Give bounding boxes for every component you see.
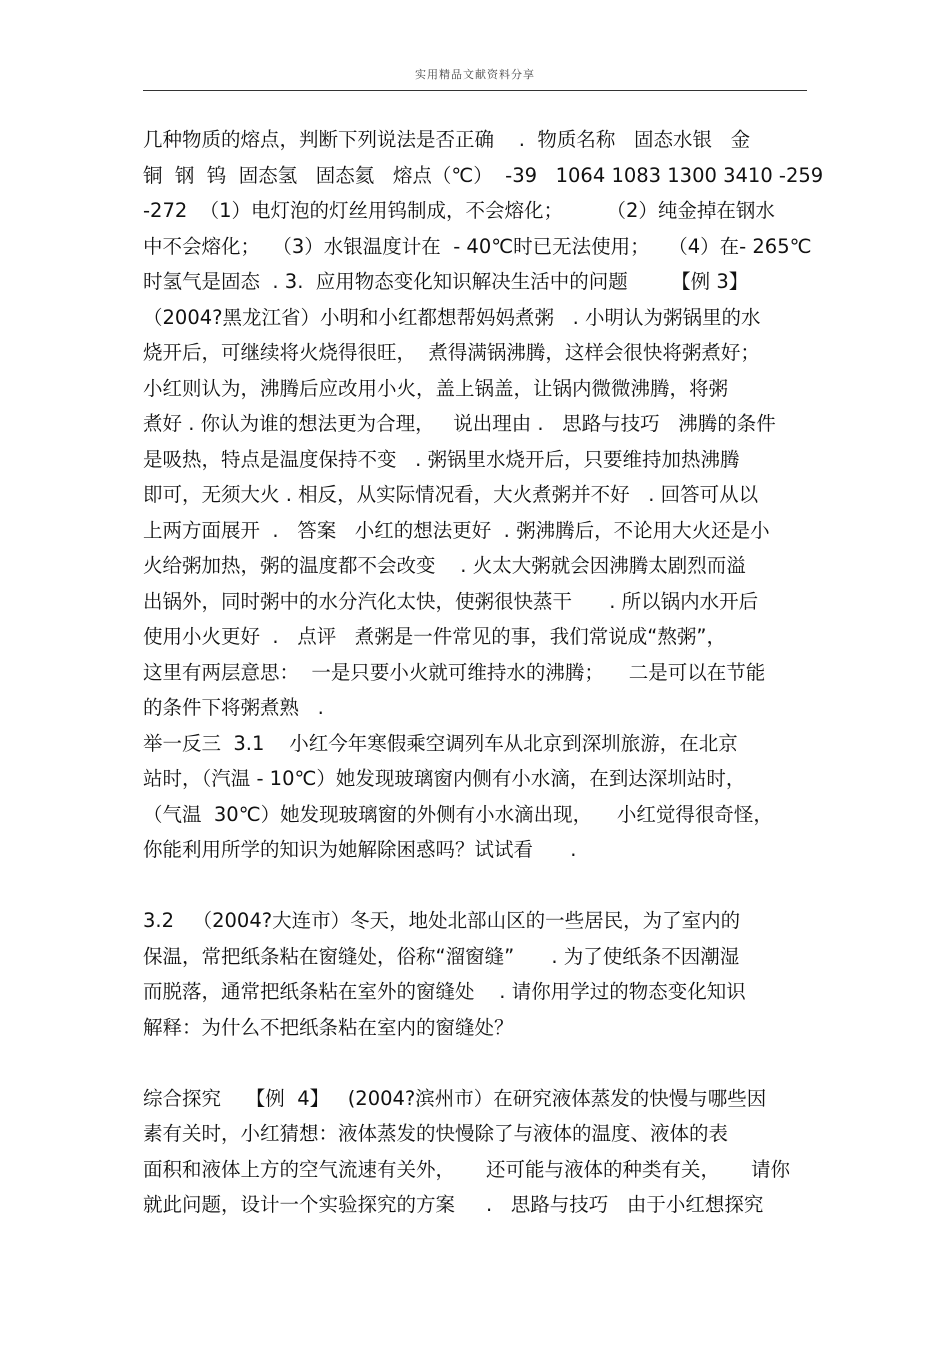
text-line: 使用小火更好 . 点评 煮粥是一件常见的事，我们常说成“熬粥”，: [143, 625, 726, 648]
text-line: （2004?黑龙江省）小明和小红都想帮妈妈煮粥 . 小明认为粥锅里的水: [143, 305, 761, 329]
text-line: 的条件下将粥煮熟 .: [143, 696, 324, 719]
text-line: （气温 30℃）她发现玻璃窗的外侧有小水滴出现， 小红觉得很奇怪，: [143, 802, 773, 826]
paragraph-gap: [143, 868, 813, 904]
text-line: 烧开后，可继续将火烧得很旺， 煮得满锅沸腾，这样会很快将粥煮好；: [143, 341, 760, 364]
text-line: 你能利用所学的知识为她解除困惑吗？试试看 .: [143, 838, 577, 861]
text-line: 时氢气是固态 . 3. 应用物态变化知识解决生活中的问题 【例 3】: [143, 270, 749, 293]
text-line: 保温，常把纸条粘在窗缝处，俗称“溜窗缝” . 为了使纸条不因潮湿: [143, 944, 740, 968]
text-line: 而脱落，通常把纸条粘在室外的窗缝处 . 请你用学过的物态变化知识: [143, 980, 746, 1003]
paragraph-gap: [143, 1045, 813, 1081]
text-line: 综合探究 【例 4】 (2004?滨州市）在研究液体蒸发的快慢与哪些因: [143, 1086, 767, 1110]
text-line: 上两方面展开 . 答案 小红的想法更好 . 粥沸腾后，不论用大火还是小: [143, 518, 770, 542]
text-line: 站时，（汽温 - 10℃）她发现玻璃窗内侧有小水滴，在到达深圳站时，: [143, 767, 746, 790]
paragraph: [143, 726, 813, 868]
header-divider: [143, 90, 807, 91]
text-line: 解释：为什么不把纸条粘在室内的窗缝处？: [143, 1015, 514, 1039]
paragraph: [143, 1081, 813, 1223]
text-line: 这里有两层意思： 一是只要小火就可维持水的沸腾； 二是可以在节能: [143, 660, 766, 684]
text-line: 几种物质的熔点，判断下列说法是否正确 . 物质名称 固态水银 金: [143, 128, 751, 151]
text-line: 中不会熔化； （3）水银温度计在 - 40℃时已无法使用； （4）在- 265℃: [143, 234, 812, 258]
page-header: 实用精品文献资料分享: [415, 68, 535, 81]
text-line: 就此问题，设计一个实验探究的方案 . 思路与技巧 由于小红想探究: [143, 1193, 764, 1216]
paragraph: [143, 903, 813, 1045]
text-line: 煮好 . 你认为谁的想法更为合理， 说出理由 . 思路与技巧 沸腾的条件: [143, 412, 776, 435]
text-line: 是吸热，特点是温度保持不变 . 粥锅里水烧开后，只要维持加热沸腾: [143, 447, 740, 471]
text-line: -272 （1）电灯泡的灯丝用钨制成，不会熔化； （2）纯金掉在钢水: [143, 199, 775, 222]
text-line: 素有关时，小红猜想：液体蒸发的快慢除了与液体的温度、液体的表: [143, 1122, 729, 1145]
text-line: 出锅外，同时粥中的水分汽化太快，使粥很快蒸干 . 所以锅内水开后: [143, 589, 759, 613]
text-line: 即可，无须大火 . 相反，从实际情况看，大火煮粥并不好 . 回答可从以: [143, 483, 759, 506]
text-line: 火给粥加热，粥的温度都不会改变 . 火太大粥就会因沸腾太剧烈而溢: [143, 554, 746, 577]
text-line: 面积和液体上方的空气流速有关外， 还可能与液体的种类有关， 请你: [143, 1157, 790, 1181]
body-text: [143, 122, 824, 1223]
text-line: 举一反三 3.1 小红今年寒假乘空调列车从北京到深圳旅游，在北京: [143, 731, 738, 755]
paragraph: [143, 122, 824, 726]
text-line: 铜 钢 钨 固态氢 固态氦 熔点（℃） -39 1064 1083 1300 3410 -259: [143, 163, 824, 187]
text-line: 小红则认为，沸腾后应改用小火，盖上锅盖，让锅内微微沸腾，将粥: [143, 376, 729, 400]
text-line: 3.2 （2004?大连市）冬天，地处北部山区的一些居民，为了室内的: [143, 909, 741, 932]
